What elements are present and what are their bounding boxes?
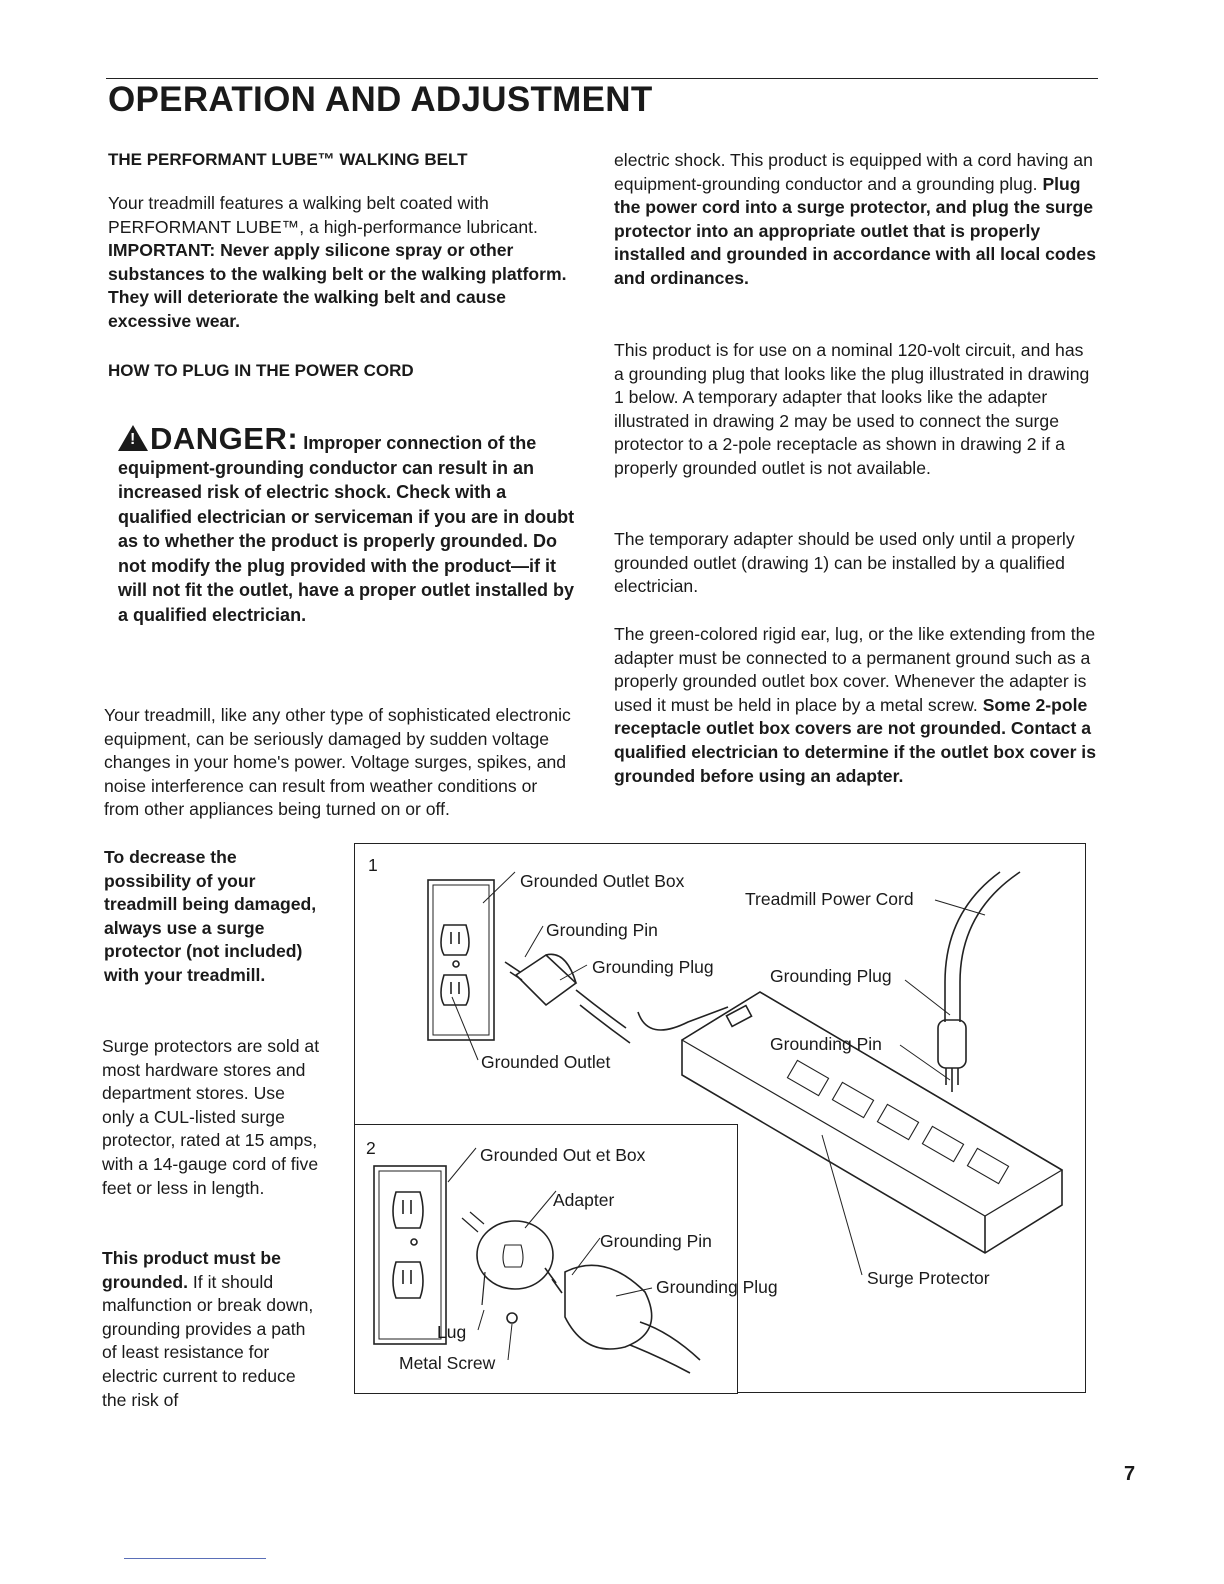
- heading-power-cord: HOW TO PLUG IN THE POWER CORD: [108, 361, 414, 380]
- label-grounded-outlet-box: Grounded Outlet Box: [520, 871, 685, 891]
- danger-lead: Improper connection: [303, 433, 483, 453]
- right-paragraph-3: The temporary adapter should be used only until a properly grounded outlet (drawing 1) can be installed by a qualified electrician.: [614, 529, 1075, 597]
- label-grounding-pin-1: Grounding Pin: [546, 920, 658, 940]
- label-grounded-outlet-box-2: Grounded Out et Box: [480, 1145, 646, 1165]
- heading-walking-belt: THE PERFORMANT LUBE™ WALKING BELT: [108, 150, 468, 169]
- label-grounding-pin-2: Grounding Pin: [770, 1034, 882, 1054]
- label-grounded-outlet: Grounded Outlet: [481, 1052, 611, 1072]
- label-grounding-plug-2: Grounding Plug: [770, 966, 892, 986]
- adapter-ground-text: The green-colored rigid ear, lug, or the like extending from the adapter must be connected to a permanent ground such as a properly grounded outlet box cover. Whenever the adapter is used it must be held in place by a metal screw.: [614, 624, 1096, 715]
- drawing-1-number: 1: [368, 855, 378, 875]
- cord-description: electric shock. This product is equipped with a cord having an equipment-grounding conductor and a grounding plug.: [614, 150, 1093, 194]
- label-surge-protector: Surge Protector: [867, 1268, 990, 1288]
- page-title: OPERATION AND ADJUSTMENT: [108, 80, 653, 119]
- grounding-text: If it should malfunction or break down, grounding provides a path of least resistance for electric current to reduce the risk of: [102, 1271, 314, 1410]
- grounded-statement: This product must be grounded.: [102, 1248, 281, 1292]
- walking-belt-text: Your treadmill features a walking belt coated with PERFORMANT LUBE™, a high-performance lubricant.: [108, 193, 538, 237]
- right-paragraph-2: This product is for use on a nominal 120-volt circuit, and has a grounding plug that looks like the plug illustrated in drawing 1 below. A temporary adapter that looks like the adapter illustrated in drawing 2 may be used to connect the surge protector to a 2-pole receptacle as shown in drawing 2 if a properly grounded outlet is not available.: [614, 340, 1090, 478]
- danger-body: of the equipment-grounding conductor can result in an increased risk of electric shock. Check with a qualified electrician or serviceman if you are in doubt as to whether the product is properly grounded. Do not modify the plug provided with the product—if it will not fit the outlet, have a proper outlet installed by a qualified electrician.: [118, 433, 575, 625]
- plug-instructions: Plug the power cord into a surge protector, and plug the surge protector into an appropriate outlet that is properly installed and grounded in accordance with all local codes and ordinances.: [614, 173, 1096, 288]
- footer-line: [124, 1558, 266, 1559]
- surge-protector-info: Surge protectors are sold at most hardware stores and department stores. Use only a CUL-listed surge protector, rated at 15 amps, with a 14-gauge cord of five feet or less in length.: [102, 1036, 320, 1198]
- page-number: 7: [1124, 1463, 1136, 1485]
- label-grounding-plug-3: Grounding Plug: [656, 1277, 778, 1297]
- voltage-paragraph: Your treadmill, like any other type of sophisticated electronic equipment, can be seriously damaged by sudden voltage changes in your home's power. Voltage surges, spikes, and noise interference can result from weather conditions or from other appliances being turned on or off.: [104, 705, 571, 820]
- label-treadmill-power-cord: Treadmill Power Cord: [745, 889, 914, 909]
- outlet-box-warning: Some 2-pole receptacle outlet box covers are not grounded. Contact a qualified electrician to determine if the outlet box cover is grounded before using an adapter.: [614, 694, 1096, 786]
- drawing-2-number: 2: [366, 1138, 376, 1158]
- label-metal-screw: Metal Screw: [399, 1353, 496, 1373]
- surge-protector-advice: To decrease the possibility of your treadmill being damaged, always use a surge protector (not included) with your treadmill.: [104, 847, 317, 985]
- important-note: IMPORTANT: Never apply silicone spray or other substances to the walking belt or the walking platform. They will deteriorate the walking belt and cause excessive wear.: [108, 240, 567, 331]
- label-grounding-plug-1: Grounding Plug: [592, 957, 714, 977]
- label-lug: Lug: [437, 1322, 467, 1342]
- danger-word: DANGER:: [150, 421, 299, 456]
- label-adapter: Adapter: [553, 1190, 615, 1210]
- label-grounding-pin-3: Grounding Pin: [600, 1231, 712, 1251]
